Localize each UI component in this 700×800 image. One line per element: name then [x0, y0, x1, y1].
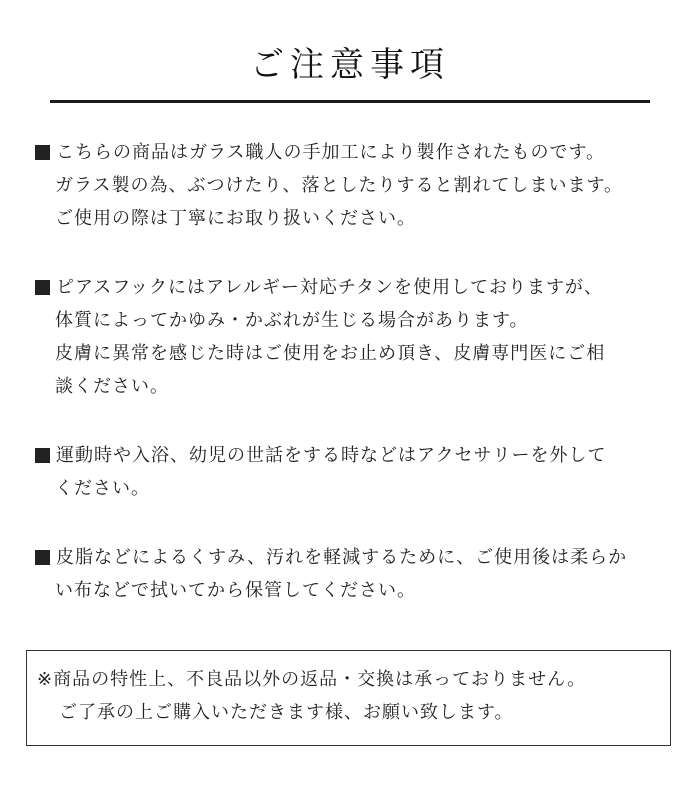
notes-list — [33, 136, 673, 643]
note-text: 皮膚に異常を感じた時はご使用をお止め頂き、皮膚専門医にご相 — [55, 343, 606, 364]
note-text: 体質によってかゆみ・かぶれが生じる場合があります。 — [55, 310, 529, 331]
title-divider — [50, 100, 650, 103]
note-text: ガラス製の為、ぶつけたり、落としたりすると割れてしまいます。 — [55, 175, 624, 196]
return-policy-notice — [26, 650, 671, 746]
note-item — [33, 271, 673, 403]
square-bullet-icon — [35, 448, 50, 463]
page-title: ご注意事項 — [250, 45, 450, 85]
square-bullet-icon — [35, 550, 50, 565]
square-bullet-icon — [35, 280, 50, 295]
note-item — [33, 136, 673, 235]
note-text: 運動時や入浴、幼児の世話をする時などはアクセサリーを外して — [56, 445, 607, 466]
note-item — [33, 439, 673, 505]
note-text: い布などで拭いてから保管してください。 — [55, 580, 416, 601]
note-text: ください。 — [55, 478, 150, 499]
note-text: こちらの商品はガラス職人の手加工により製作されたものです。 — [56, 142, 606, 163]
note-text: ピアスフックにはアレルギー対応チタンを使用しておりますが、 — [56, 277, 603, 298]
square-bullet-icon — [35, 145, 50, 160]
note-text: 談ください。 — [55, 376, 169, 397]
note-text: 皮脂などによるくすみ、汚れを軽減するために、ご使用後は柔らか — [56, 547, 628, 568]
notice-text: ご了承の上ご購入いただきます様、お願い致します。 — [59, 702, 514, 723]
notice-text: ※商品の特性上、不良品以外の返品・交換は承っておりません。 — [37, 669, 587, 690]
note-text: ご使用の際は丁寧にお取り扱いください。 — [55, 208, 416, 229]
note-item — [33, 541, 673, 607]
